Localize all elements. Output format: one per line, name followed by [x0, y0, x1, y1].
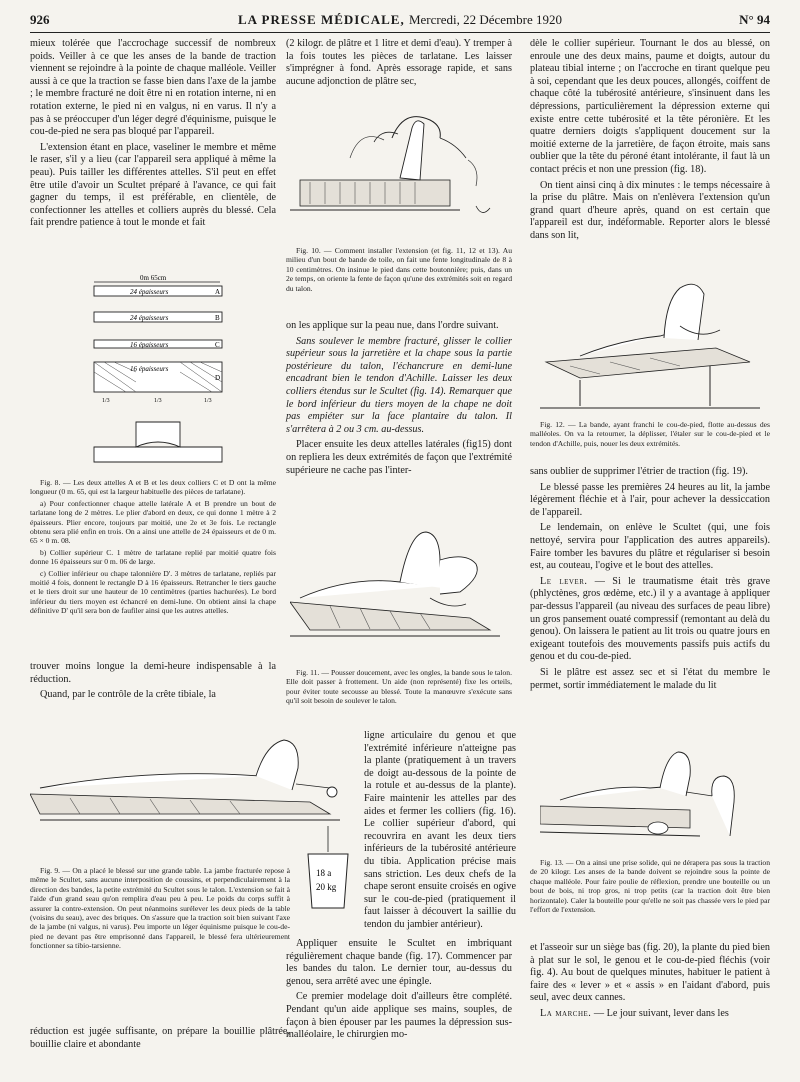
collier-c-label: 16 épaisseurs — [130, 341, 169, 349]
letter-b: B — [215, 314, 220, 322]
caption-text: Fig. 9. — On a placé le blessé sur une grande table. La jambe fracturée repose à même le Scultet, sans aucune interposition de coussins, et perpendiculairement à la direction des bandes, la petite extrémité du Scultet sous le talon. L'extension se fait à l'aide d'un grand seau qu'on remplira d'eau peu à peu. Le poids du corps suffit à assurer la contre-extension. On peut néanmoins surélever les deux pieds de la table (voisins du seau), avec des briques. On s'assure que la traction soit bien suivant l'axe de la jambe (ni valgus, ni varus). Peu importe un léger équinisme puisque le cou-de-pied ne devant pas être emprisonné dans l'appareil, le blessé fera ultérieurement fonctionner sa tibio-tarsienne. — [30, 866, 290, 951]
paragraph: Le lendemain, on enlève le Scultet (qui, une fois nettoyé, servira pour l'application des autres appareils). Faire tomber les bavures du plâtre et régulariser si besoin est, au couteau, l'ogive et le bout des attelles. — [530, 522, 770, 572]
bucket-label-line1: 18 a — [316, 868, 332, 878]
bucket-label-line2: 20 kg — [316, 882, 337, 892]
column-3-middle — [530, 466, 770, 695]
figure-10 — [290, 98, 512, 242]
letter-a: A — [215, 288, 221, 296]
fraction-right: 1/3 — [204, 398, 212, 404]
journal-name: LA PRESSE MÉDICALE, — [237, 12, 405, 27]
section-label-lever: Le lever. — [540, 575, 588, 587]
issue-number: N° 94 — [739, 12, 770, 27]
paragraph: mieux tolérée que l'accrochage successif de nombreux poids. Veiller à ce que les anses de la bande de traction viennent se rejoindre à la pointe de chaque malléole. Veiller aussi à ce que la traction se fasse bien dans l'axe de la jambe ; le membre fracturé ne doit être ni en rotation interne, ni en rotation externe, le pied ni en valgus, ni en varus. Il n'y a pas à se préoccuper d'un léger degré d'équinisme, puisque le cou-de-pied ne sera pas bloqué par l'appareil. — [30, 38, 276, 138]
chape-d-prime — [94, 422, 222, 462]
paragraph-text: — Le jour suivant, lever dans les — [593, 1007, 729, 1019]
figure-13-illustration — [540, 736, 766, 854]
column-2 — [286, 38, 512, 91]
caption-text: b) Collier supérieur C. 1 mètre de tarlatane replié par moitié quatre fois donne 16 épaisseurs sur 0 m. 06 de large. — [30, 547, 276, 567]
paragraph — [530, 576, 770, 664]
paragraph: trouver moins longue la demi-heure indispensable à la réduction. — [30, 661, 276, 685]
paragraph — [530, 1008, 770, 1021]
letter-c: C — [215, 341, 220, 349]
column-1 — [30, 38, 276, 233]
page-number: 926 — [30, 12, 50, 27]
column-2-bottom — [286, 938, 512, 1045]
figure-12-caption — [530, 420, 770, 450]
paragraph: dèle le collier supérieur. Tournant le dos au blessé, on enroule une des deux mains, paume et doigts, autour du plateau tibial interne ; on l'accroche en tirant quelque peu à soi, cependant que les deux pouces, allongés, coiffent de chaque côté la tubérosité antérieure, s'insinuent dans les dépressions, particulièrement la dépression externe qui existe entre cette tubérosité et la tête péronière. Et les quatre derniers doigts s'appliquent doucement sur la moitié externe de la jarretière, de façon étroite, mais sans oublier que la tête du péroné étant intolérante, il faut là un contact précis et non une pression (fig. 18). — [530, 38, 770, 175]
fraction-left: 1/3 — [102, 398, 110, 404]
figure-11-caption — [286, 668, 512, 708]
paragraph: ligne articulaire du genou et que l'extrémité inférieure n'atteigne pas la plante (pratiquement à un travers de doigt au-dessous de la pointe de la rotule et au-dessus de la plante). Faire maintenir les attelles par des aides et fermer les colliers (fig. 16). Le collier supérieur d'abord, qui recouvrira en avant les deux tiers inférieurs de la tubérosité antérieure du tibia. Application précise mais sans striction. Les deux chefs de la chape seront ensuite croisés en ogive sur le cou-de-pied (pratiquement il faut laisser à découvert la saillie du tendon du jambier antérieur). — [364, 730, 516, 930]
paragraph: et l'asseoir sur un siège bas (fig. 20), la plante du pied bien à plat sur le sol, le genou et le cou-de-pied fléchis (voir fig. 4). Au bout de quelques minutes, habituer le patient à faire des « lever » et « assis » en l'aidant d'abord, puis seul, avec deux cannes. — [530, 942, 770, 1004]
figure-12 — [540, 270, 766, 416]
caption-text: Fig. 8. — Les deux attelles A et B et les deux colliers C et D ont la même longueur (0 m. 65, qui est la largeur habituelle des pièces de tarlatane). — [30, 478, 276, 497]
figure-11 — [290, 512, 512, 662]
paragraph: on les applique sur la peau nue, dans l'ordre suivant. — [286, 320, 499, 331]
caption-text: Fig. 10. — Comment installer l'extension (et fig. 11, 12 et 13). Au milieu d'un bout de bande de toile, on fait une fente longitudinale de 8 à 10 centimètres. On insinue le pied dans cette boutonnière; puis, dans un 2e temps, on oriente la fente de façon qu'une des extrémités soit en regard du talon. — [286, 246, 512, 293]
collier-c — [94, 340, 222, 349]
page-header — [30, 10, 770, 33]
caption-text: Fig. 12. — La bande, ayant franchi le cou-de-pied, flotte au-dessus des malléoles. On va la retourner, la déplisser, l'étaler sur le cou-de-pied et le tendon d'Achille, puis, nouer les deux extrémités. — [530, 420, 770, 448]
journal-title — [30, 12, 770, 28]
figure-11-illustration — [290, 512, 512, 662]
column-1-bottom — [30, 1026, 290, 1054]
figure-10-caption — [286, 246, 512, 295]
paragraph: Le blessé passe les premières 24 heures au lit, la jambe légèrement fléchie et à l'air, pour achever la dessiccation de l'appareil. — [530, 481, 770, 518]
paragraph: L'extension étant en place, vaseliner le membre et même le raser, s'il y a lieu (car l'appareil sera appliqué à même la peau). Puis tailler les différentes attelles. S'il peut en effet être utile d'avoir un Scultet préparé à l'avance, ce qui fait gagner du temps, il est préférable, en clientèle, de confectionner les attelles et colliers auprès du blessé. Cela fait prendre patience à tout le monde et fait — [30, 141, 276, 229]
figure-10-illustration — [290, 98, 512, 242]
collier-d — [94, 362, 222, 404]
column-3-tail — [530, 942, 770, 1024]
figure-8-dimension: 0m 65cm — [140, 274, 167, 282]
issue-date: Mercredi, 22 Décembre 1920 — [408, 12, 563, 27]
paragraph: Si le plâtre est assez sec et si l'état du membre le permet, sortir immédiatement le malade du lit — [530, 666, 770, 691]
figure-8 — [80, 272, 240, 472]
paragraph: On tient ainsi cinq à dix minutes : le temps nécessaire à la prise du plâtre. Mais on n'enlèvera l'extension qu'un grand quart d'heure après, quand on est certain que l'appareil est dur, indéformable. Reporter alors le blessé dans son lit, — [530, 179, 770, 241]
paragraph: sans oublier de supprimer l'étrier de traction (fig. 19). — [530, 466, 748, 477]
collier-d-label: 16 épaisseurs — [130, 365, 169, 373]
section-label-marche: La marche. — [540, 1007, 592, 1019]
paragraph: Ce premier modelage doit d'ailleurs être complété. Pendant qu'un aide applique ses mains, souples, de façon à bien épouser par les paumes la dépression sus-malléolaire, le chirurgien mo- — [286, 991, 512, 1041]
caption-text: Fig. 13. — On a ainsi une prise solide, qui ne dérapera pas sous la traction de 20 kilogr. Les anses de la bande doivent se rejoindre sous la pointe de chaque malléole. Pour faire poulie de réflexion, prendre une bouteille ou un bout de bois, ni trop gros, ni trop petits (car la traction doit être bien horizontale). Caler la bouteille pour qu'elle ne soit pas chassée vers le pied par l'effort de l'extension. — [530, 858, 770, 915]
figure-8-illustration — [80, 272, 240, 472]
paragraph: Appliquer ensuite le Scultet en imbriquant régulièrement chaque bande (fig. 17). Commencer par les bandes du talon. Le dernier tour, au-dessus du genou, sera arrêté avec une épingle. — [286, 938, 512, 987]
figure-9-caption — [30, 866, 290, 953]
attelle-b — [94, 312, 222, 322]
column-2-bottom-narrow — [364, 730, 516, 935]
column-3 — [530, 38, 770, 246]
caption-text: a) Pour confectionner chaque attelle latérale A et B prendre un bout de tarlatane long de 2 mètres. Le plier d'abord en deux, ce qui donne 1 mètre à 2 épaisseurs. Plier encore, toujours par moitié, une 2e et 3e fois. Le rectangle obtenu sera plié enfin en trois. On a ainsi une attelle de 24 épaisseurs et de 0 m. 65 × 0 m. 08. — [30, 498, 276, 546]
paragraph: (2 kilogr. de plâtre et 1 litre et demi d'eau). Y tremper à la fois toutes les pièces de tarlatane. Les laisser s'imprégner à fond. Après essorage rapide, et sans aucune adjonction de plâtre sec, — [286, 38, 512, 87]
paragraph: Quand, par le contrôle de la crête tibiale, la — [40, 689, 216, 701]
column-2-middle — [286, 320, 512, 480]
figure-13-caption — [530, 858, 770, 916]
weight-bucket — [300, 826, 360, 912]
weight-bucket-illustration — [300, 826, 360, 912]
figure-12-illustration — [540, 270, 766, 416]
paragraph: Placer ensuite les deux attelles latérales (fig15) dont on repliera les deux extrémités de façon que l'extrémité supérieure ne cache pas l'inter- — [286, 439, 512, 476]
attelle-b-label: 24 épaisseurs — [130, 314, 169, 322]
letter-d: D — [215, 374, 221, 382]
figure-8-caption — [30, 478, 276, 618]
figure-13 — [540, 736, 766, 854]
attelle-a-label: 24 épaisseurs — [130, 288, 169, 296]
attelle-a — [94, 286, 222, 296]
caption-text: c) Collier inférieur ou chape talonnière D'. 3 mètres de tarlatane, repliés par moitié 4 fois, donnent le rectangle D à 16 épaisseurs. Retrancher le tiers gauche et le tiers droit sur une hauteur de 10 centimètres (parties hachurées). Le bord inférieur du tiers moyen est échancré en demi-lune. On obtient ainsi la chape définitive D' qu'il sera bon de faufiler ainsi que les autres attelles. — [30, 568, 276, 616]
fraction-mid: 1/3 — [154, 398, 162, 404]
paragraph-text: — Si le traumatisme était très grave (phlyctènes, gros œdème, etc.) il y a avantage à appliquer par-dessus l'appareil (au niveau des surfaces de peau libre) un gros pansement ouaté compressif (remontant au delà du genou). On laissera le patient au lit trois ou quatre jours en exigeant toutefois des mouvements passifs puis actifs du genou et du cou-de-pied. — [530, 575, 770, 663]
paragraph: Sans soulever le membre fracturé, glisser le collier supérieur sous la jarretière et la chape sous la partie postérieure du talon, l'échancrure en demi-lune encadrant bien le tendon d'Achille. Laisser les deux colliers étendus sur le Scultet (fig. 14). Remarquer que le bord inférieur du tiers moyen de la chape ne doit pas empiéter sur la face plantaire du talon. Il s'arrêtera à 2 ou 3 cm. au-dessus. — [286, 335, 512, 435]
paragraph: réduction est jugée suffisante, on prépare la bouillie plâtrée, bouillie claire et abondante — [30, 1026, 290, 1050]
column-1-tail — [30, 661, 276, 705]
caption-text: Fig. 11. — Pousser doucement, avec les ongles, la bande sous le talon. Elle doit passer à frottement. Un aide (non représenté) fixe les orteils, pour éviter toute secousse au blessé. Toute la manœuvre s'exécute sans qu'il soit besoin de soulever le talon. — [286, 668, 512, 706]
